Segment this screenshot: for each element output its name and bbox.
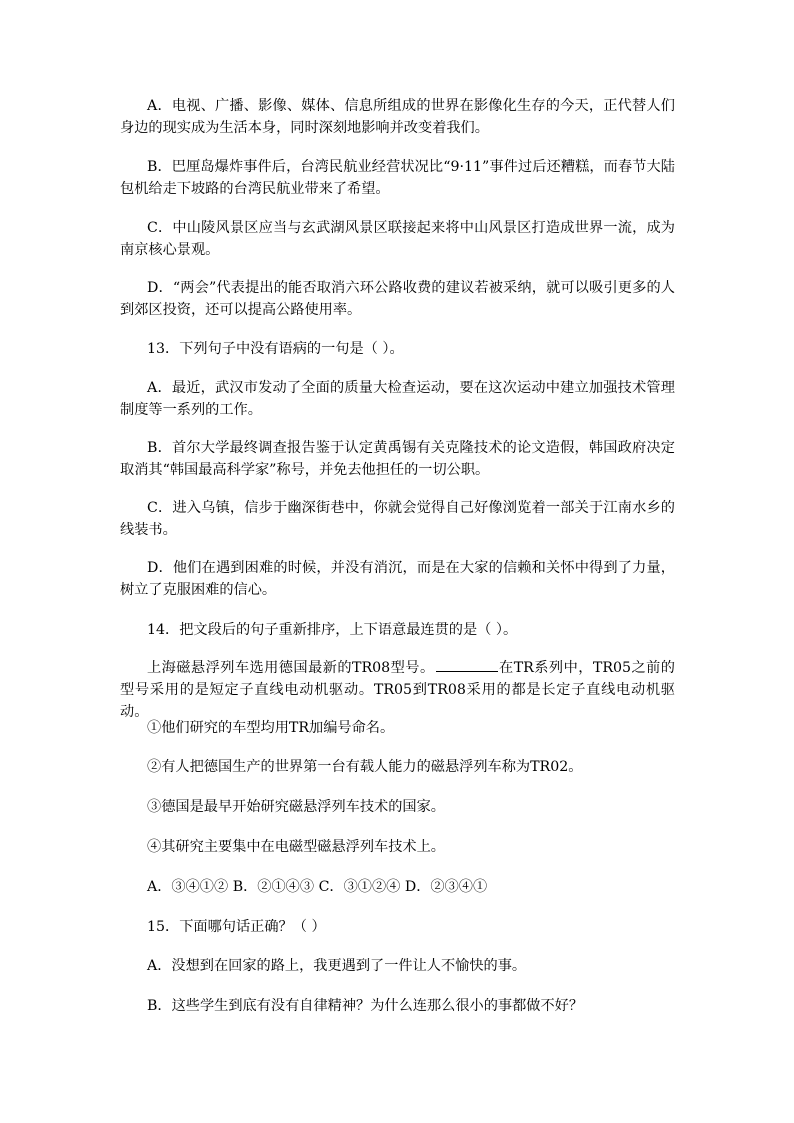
option-b-paragraph: B．巴厘岛爆炸事件后，台湾民航业经营状况比“9·11”事件过后还糟糕，而春节大陆包机给走下坡路的台湾民航业带来了希望。 bbox=[120, 159, 675, 197]
option-c-paragraph: C．中山陵风景区应当与玄武湖风景区联接起来将中山风景区打造成世界一流，成为南京核心景观。 bbox=[120, 220, 675, 258]
q14-sentence-3: ③德国是最早开始研究磁悬浮列车技术的国家。 bbox=[147, 799, 445, 815]
q13-option-a: A．最近，武汉市发动了全面的质量大检查运动，要在这次运动中建立加强技术管理制度等一系列的工作。 bbox=[120, 380, 675, 418]
q15-option-a: A．没想到在回家的路上，我更遇到了一件让人不愉快的事。 bbox=[147, 958, 527, 974]
q14-options: A．③④①② B．②①④③ C．③①②④ D．②③④① bbox=[147, 879, 488, 895]
q13-option-b: B．首尔大学最终调查报告鉴于认定黄禹锡有关克隆技术的论文造假，韩国政府决定取消其“韩国最高科学家”称号，并免去他担任的一切公职。 bbox=[120, 440, 675, 478]
q14-sentence-1: ①他们研究的车型均用TR加编号命名。 bbox=[147, 720, 395, 736]
q14-passage-before: 上海磁悬浮列车选用德国最新的TR08型号。 bbox=[147, 660, 435, 676]
question-14: 14．把文段后的句子重新排序，上下语意最连贯的是（ ）。 bbox=[147, 622, 518, 638]
q14-sentence-4: ④其研究主要集中在电磁型磁悬浮列车技术上。 bbox=[147, 839, 445, 855]
q14-passage bbox=[120, 657, 675, 723]
q13-option-d: D．他们在遇到困难的时候，并没有消沉，而是在大家的信赖和关怀中得到了力量，树立了克服困难的信心。 bbox=[120, 560, 675, 598]
q13-option-c: C．进入乌镇，信步于幽深街巷中，你就会觉得自己好像浏览着一部关于江南水乡的线装书。 bbox=[120, 500, 675, 538]
option-d-paragraph: D．“两会”代表提出的能否取消六环公路收费的建议若被采纳，就可以吸引更多的人到郊区投资，还可以提高公路使用率。 bbox=[120, 280, 675, 318]
question-15: 15．下面哪句话正确？（ ） bbox=[147, 919, 326, 935]
q14-passage-after: 在TR系列中，TR05之前的型号采用的是短定子直线电动机驱动。TR05到TR08采用的都是长定子直线电动机驱动。 bbox=[120, 660, 675, 720]
question-13: 13．下列句子中没有语病的一句是（ ）。 bbox=[147, 341, 404, 357]
option-a-paragraph: A．电视、广播、影像、媒体、信息所组成的世界在影像化生存的今天，正代替人们身边的现实成为生活本身，同时深刻地影响并改变着我们。 bbox=[120, 98, 675, 136]
q14-sentence-2: ②有人把德国生产的世界第一台有载人能力的磁悬浮列车称为TR02。 bbox=[147, 759, 583, 775]
fill-in-blank bbox=[436, 658, 498, 672]
q15-option-b: B．这些学生到底有没有自律精神？为什么连那么很小的事都做不好？ bbox=[147, 998, 584, 1014]
